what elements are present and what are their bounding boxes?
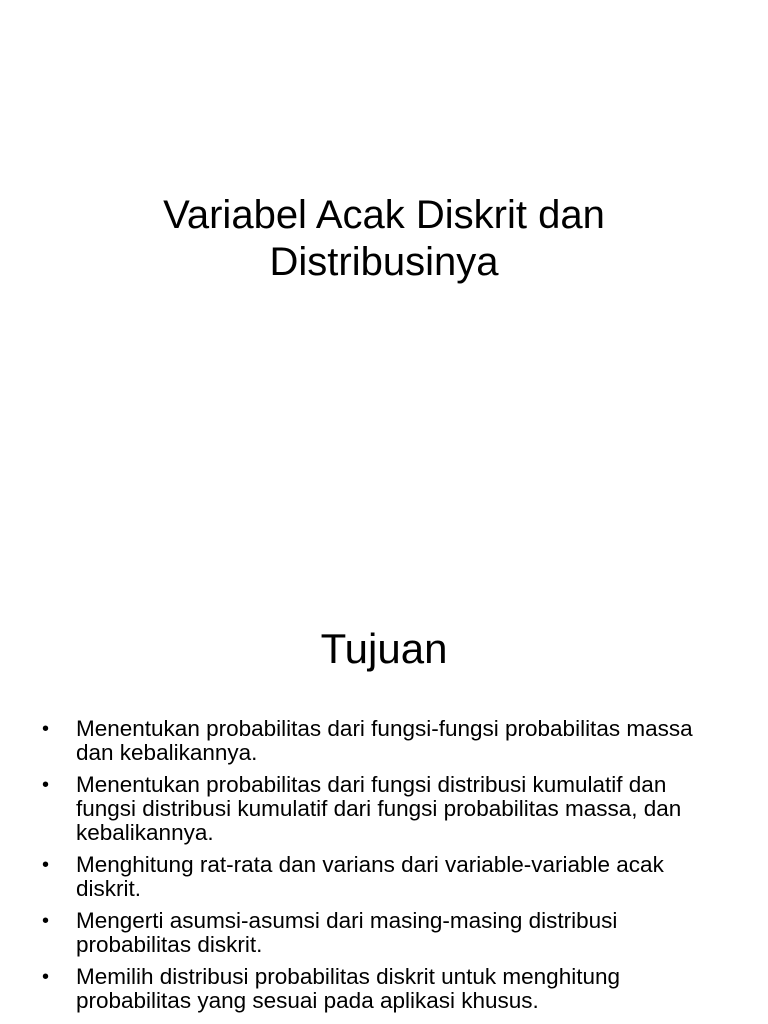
objective-text: Mengerti asumsi-asumsi dari masing-masing distribusi probabilitas diskrit. [76,908,618,957]
bullet-icon: • [42,910,50,932]
bullet-icon: • [42,966,50,988]
slide-1-title-line-1: Variabel Acak Diskrit dan [163,193,605,237]
slide-2-title: Tujuan [320,625,448,672]
objective-item [0,773,768,845]
bullet-icon: • [42,854,50,876]
objective-item [0,717,768,765]
slide-1-title [0,192,768,286]
objective-text: Menghitung rat-rata dan varians dari variable-variable acak diskrit. [76,852,664,901]
bullet-icon: • [42,718,50,740]
objective-item [0,965,768,1013]
objective-text: Menentukan probabilitas dari fungsi-fungsi probabilitas massa dan kebalikannya. [76,716,693,765]
bullet-icon: • [42,774,50,796]
objectives-list [0,717,768,1021]
slide-1-title-line-2: Distribusinya [269,240,499,284]
objective-item [0,909,768,957]
objective-text: Menentukan probabilitas dari fungsi distribusi kumulatif dan fungsi distribusi kumulatif dari fungsi probabilitas massa, dan kebalikannya. [76,772,682,845]
slide-2 [0,576,768,1024]
objective-text: Memilih distribusi probabilitas diskrit untuk menghitung probabilitas yang sesuai pada aplikasi khusus. [76,964,620,1013]
objective-item [0,853,768,901]
